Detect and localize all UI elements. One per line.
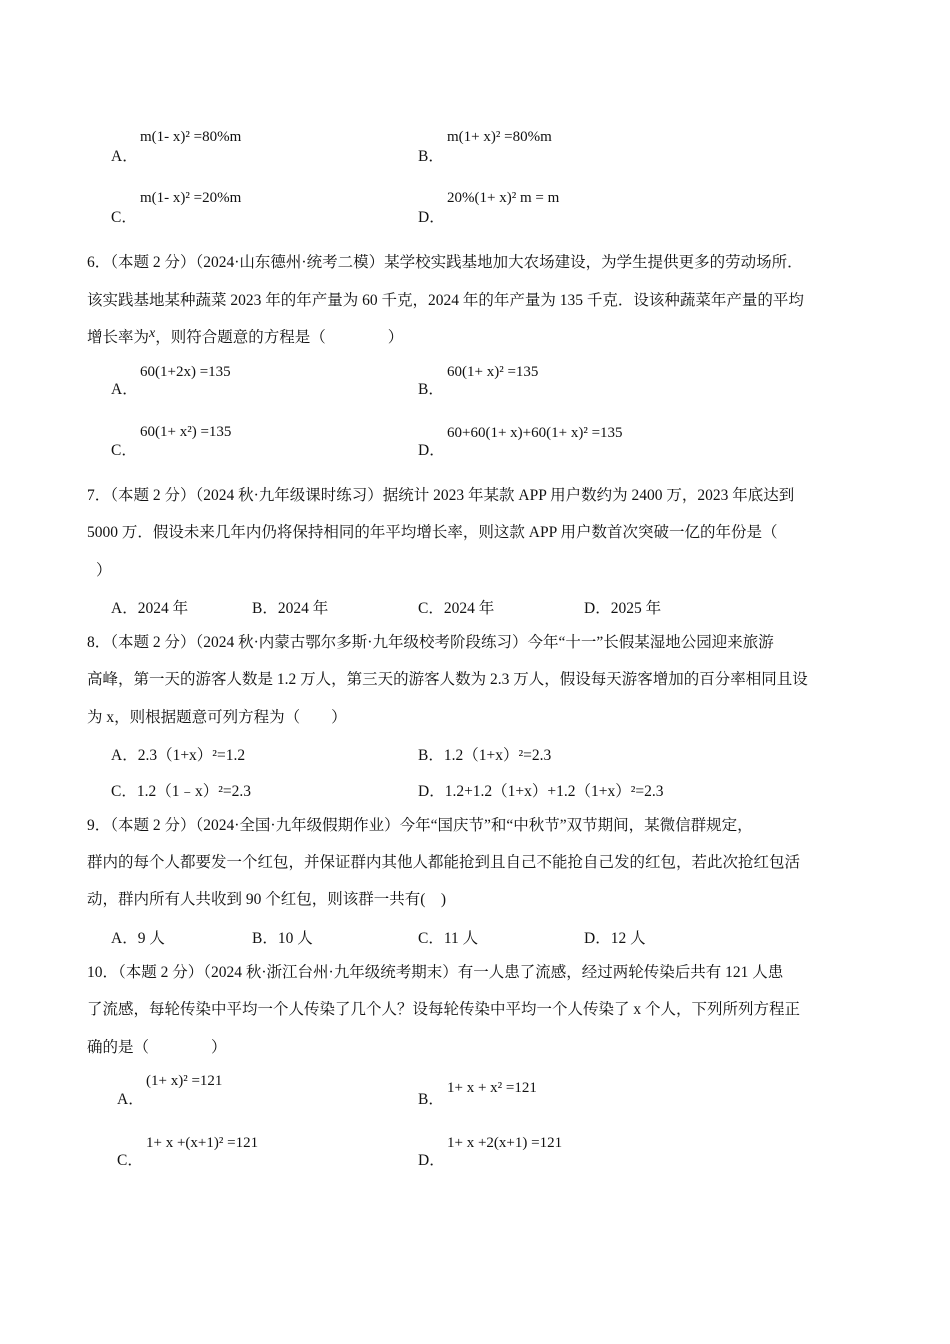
q6-option-c-label: C． bbox=[111, 442, 137, 459]
q10-option-a-equation: (1+ x)² =121 bbox=[146, 1073, 223, 1089]
q10-option-c-equation: 1+ x +(x+1)² =121 bbox=[146, 1135, 259, 1151]
q6-option-d-label: D． bbox=[418, 442, 445, 459]
q8-option-a: A．2.3（1+x）²=1.2 bbox=[111, 747, 246, 764]
q6-stem-line-1: 6．（本题 2 分）（2024·山东德州·统考二模）某学校实践基地加大农场建设，为学生提供更多的劳动场所． bbox=[87, 254, 803, 271]
q5-option-a-equation: m(1- x)² =80%m bbox=[140, 129, 242, 145]
q7-option-b: B．2024 年 bbox=[252, 600, 329, 617]
q9-option-c: C．11 人 bbox=[418, 930, 479, 947]
q10-option-b-label: B． bbox=[418, 1091, 444, 1108]
q6-option-a-equation: 60(1+2x) =135 bbox=[140, 364, 231, 380]
q9-option-b: B．10 人 bbox=[252, 930, 313, 947]
q10-option-a-label: A． bbox=[117, 1091, 144, 1108]
q5-option-d-label: D． bbox=[418, 209, 445, 226]
q6-option-b-label: B． bbox=[418, 381, 444, 398]
q6-stem-line-3 bbox=[87, 327, 867, 350]
q9-stem-line-1: 9．（本题 2 分）（2024·全国·九年级假期作业）今年“国庆节”和“中秋节”双节期间，某微信群规定， bbox=[87, 817, 753, 834]
q8-option-d: D．1.2+1.2（1+x）+1.2（1+x）²=2.3 bbox=[418, 783, 664, 800]
q8-stem-line-3: 为 x，则根据题意可列方程为（ ） bbox=[87, 709, 347, 726]
q10-stem-line-1: 10．（本题 2 分）（2024 秋·浙江台州·九年级统考期末）有一人患了流感，经过两轮传染后共有 121 人患 bbox=[87, 964, 784, 981]
q5-option-c-label: C． bbox=[111, 209, 137, 226]
q6-stem-text: 增长率为 bbox=[87, 329, 150, 346]
q5-option-d-equation: 20%(1+ x)² m = m bbox=[447, 190, 560, 206]
q6-option-c-equation: 60(1+ x²) =135 bbox=[140, 424, 232, 440]
q7-option-c: C．2024 年 bbox=[418, 600, 495, 617]
q6-stem-blank: ，则符合题意的方程是（ ） bbox=[155, 329, 404, 346]
q10-option-d-label: D． bbox=[418, 1152, 445, 1169]
q9-option-a: A．9 人 bbox=[111, 930, 165, 947]
q7-option-d: D．2025 年 bbox=[584, 600, 662, 617]
q9-option-d: D．12 人 bbox=[584, 930, 646, 947]
q8-option-b: B．1.2（1+x）²=2.3 bbox=[418, 747, 552, 764]
q5-option-a-label: A． bbox=[111, 148, 138, 165]
q8-stem-line-2: 高峰，第一天的游客人数是 1.2 万人，第三天的游客人数为 2.3 万人，假设每天游客增加的百分率相同且设 bbox=[87, 671, 808, 688]
q5-option-b-equation: m(1+ x)² =80%m bbox=[447, 129, 552, 145]
q10-stem-line-2: 了流感，每轮传染中平均一个人传染了几个人？设每轮传染中平均一个人传染了 x 个人，下列所列方程正 bbox=[87, 1001, 801, 1018]
q5-option-b-label: B． bbox=[418, 148, 444, 165]
q6-option-d-equation: 60+60(1+ x)+60(1+ x)² =135 bbox=[447, 425, 623, 441]
q8-option-c: C．1.2（1﹣x）²=2.3 bbox=[111, 783, 251, 800]
q6-option-b-equation: 60(1+ x)² =135 bbox=[447, 364, 539, 380]
q8-stem-line-1: 8．（本题 2 分）（2024 秋·内蒙古鄂尔多斯·九年级校考阶段练习）今年“十一”长假某湿地公园迎来旅游 bbox=[87, 634, 774, 651]
q10-stem-line-3: 确的是（ ） bbox=[87, 1039, 227, 1056]
q5-option-c-equation: m(1- x)² =20%m bbox=[140, 190, 242, 206]
q10-option-d-equation: 1+ x +2(x+1) =121 bbox=[447, 1135, 563, 1151]
q9-stem-line-2: 群内的每个人都要发一个红包，并保证群内其他人都能抢到且自己不能抢自己发的红包，若此次抢红包活 bbox=[87, 854, 801, 871]
q10-option-c-label: C． bbox=[117, 1152, 143, 1169]
q10-option-b-equation: 1+ x + x² =121 bbox=[447, 1080, 537, 1096]
q6-stem-line-2: 该实践基地某种蔬菜 2023 年的年产量为 60 千克，2024 年的年产量为 135 千克．设该种蔬菜年产量的平均 bbox=[87, 292, 804, 309]
q7-option-a: A．2024 年 bbox=[111, 600, 189, 617]
q6-variable-x: x bbox=[149, 326, 156, 341]
q6-option-a-label: A． bbox=[111, 381, 138, 398]
q7-stem-line-2: 5000 万．假设未来几年内仍将保持相同的年平均增长率，则这款 APP 用户数首次突破一亿的年份是（ bbox=[87, 524, 778, 541]
q7-stem-line-1: 7．（本题 2 分）（2024 秋·九年级课时练习）据统计 2023 年某款 APP 用户数约为 2400 万，2023 年底达到 bbox=[87, 487, 795, 504]
q7-stem-line-3: ） bbox=[96, 562, 112, 579]
q9-stem-line-3: 动，群内所有人共收到 90 个红包，则该群一共有( ) bbox=[87, 891, 447, 908]
